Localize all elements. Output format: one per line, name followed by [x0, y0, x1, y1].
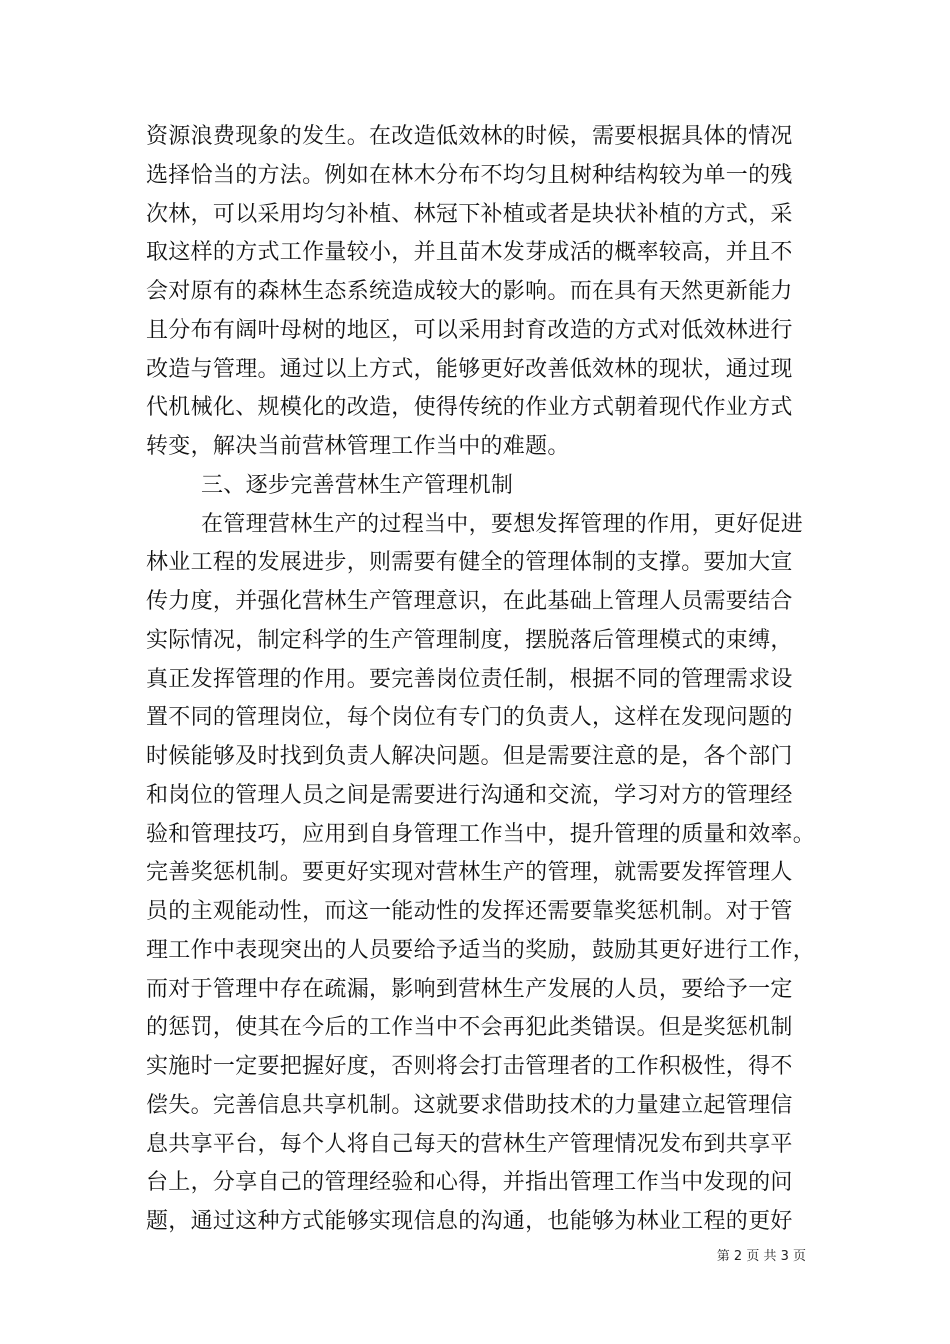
page-number: 第 2 页 共 3 页 — [716, 1249, 806, 1264]
text-line: 传力度，并强化营林生产管理意识，在此基础上管理人员需要结合 — [146, 589, 793, 614]
text-line: 验和管理技巧，应用到自身管理工作当中，提升管理的质量和效率。 — [146, 821, 816, 847]
text-line: 时候能够及时找到负责人解决问题。但是需要注意的是，各个部门 — [146, 744, 793, 769]
text-line: 资源浪费现象的发生。在改造低效林的时候，需要根据具体的情况 — [146, 124, 793, 149]
text-line: 置不同的管理岗位，每个岗位有专门的负责人，这样在发现问题的 — [146, 705, 793, 731]
text-line: 而对于管理中存在疏漏，影响到营林生产发展的人员，要给予一定 — [146, 976, 793, 1002]
section-heading: 三、逐步完善营林生产管理机制 — [201, 472, 514, 498]
text-line: 台上，分享自己的管理经验和心得，并指出管理工作当中发现的问 — [146, 1170, 793, 1196]
text-line: 实施时一定要把握好度，否则将会打击管理者的工作积极性，得不 — [146, 1054, 793, 1079]
text-line: 会对原有的森林生态系统造成较大的影响。而在具有天然更新能力 — [146, 279, 793, 304]
text-line: 转变，解决当前营林管理工作当中的难题。 — [146, 434, 570, 459]
text-line: 林业工程的发展进步，则需要有健全的管理体制的支撑。要加大宣 — [146, 550, 793, 576]
text-line: 偿失。完善信息共享机制。这就要求借助技术的力量建立起管理信 — [146, 1092, 793, 1118]
text-line: 题，通过这种方式能够实现信息的沟通，也能够为林业工程的更好 — [146, 1209, 793, 1234]
text-line: 且分布有阔叶母树的地区，可以采用封育改造的方式对低效林进行 — [146, 317, 793, 343]
text-line: 次林，可以采用均匀补植、林冠下补植或者是块状补植的方式，采 — [146, 201, 793, 227]
text-line: 改造与管理。通过以上方式，能够更好改善低效林的现状，通过现 — [146, 356, 793, 382]
text-line: 选择恰当的方法。例如在林木分布不均匀且树种结构较为单一的残 — [146, 162, 793, 188]
text-line: 取这样的方式工作量较小，并且苗木发芽成活的概率较高，并且不 — [146, 240, 793, 266]
text-line: 息共享平台，每个人将自己每天的营林生产管理情况发布到共享平 — [146, 1131, 793, 1157]
text-line: 在管理营林生产的过程当中，要想发挥管理的作用，更好促进 — [201, 511, 804, 537]
text-line: 代机械化、规模化的改造，使得传统的作业方式朝着现代作业方式 — [146, 395, 793, 421]
text-line: 真正发挥管理的作用。要完善岗位责任制，根据不同的管理需求设 — [146, 666, 793, 692]
text-line: 的惩罚，使其在今后的工作当中不会再犯此类错误。但是奖惩机制 — [146, 1015, 793, 1041]
body-text — [146, 118, 816, 1242]
text-line: 和岗位的管理人员之间是需要进行沟通和交流，学习对方的管理经 — [146, 782, 793, 808]
text-line: 完善奖惩机制。要更好实现对营林生产的管理，就需要发挥管理人 — [146, 860, 793, 886]
text-line: 员的主观能动性，而这一能动性的发挥还需要靠奖惩机制。对于管 — [146, 899, 793, 924]
text-line: 实际情况，制定科学的生产管理制度，摆脱落后管理模式的束缚， — [146, 627, 793, 653]
text-line: 理工作中表现突出的人员要给予适当的奖励，鼓励其更好进行工作， — [146, 937, 816, 963]
